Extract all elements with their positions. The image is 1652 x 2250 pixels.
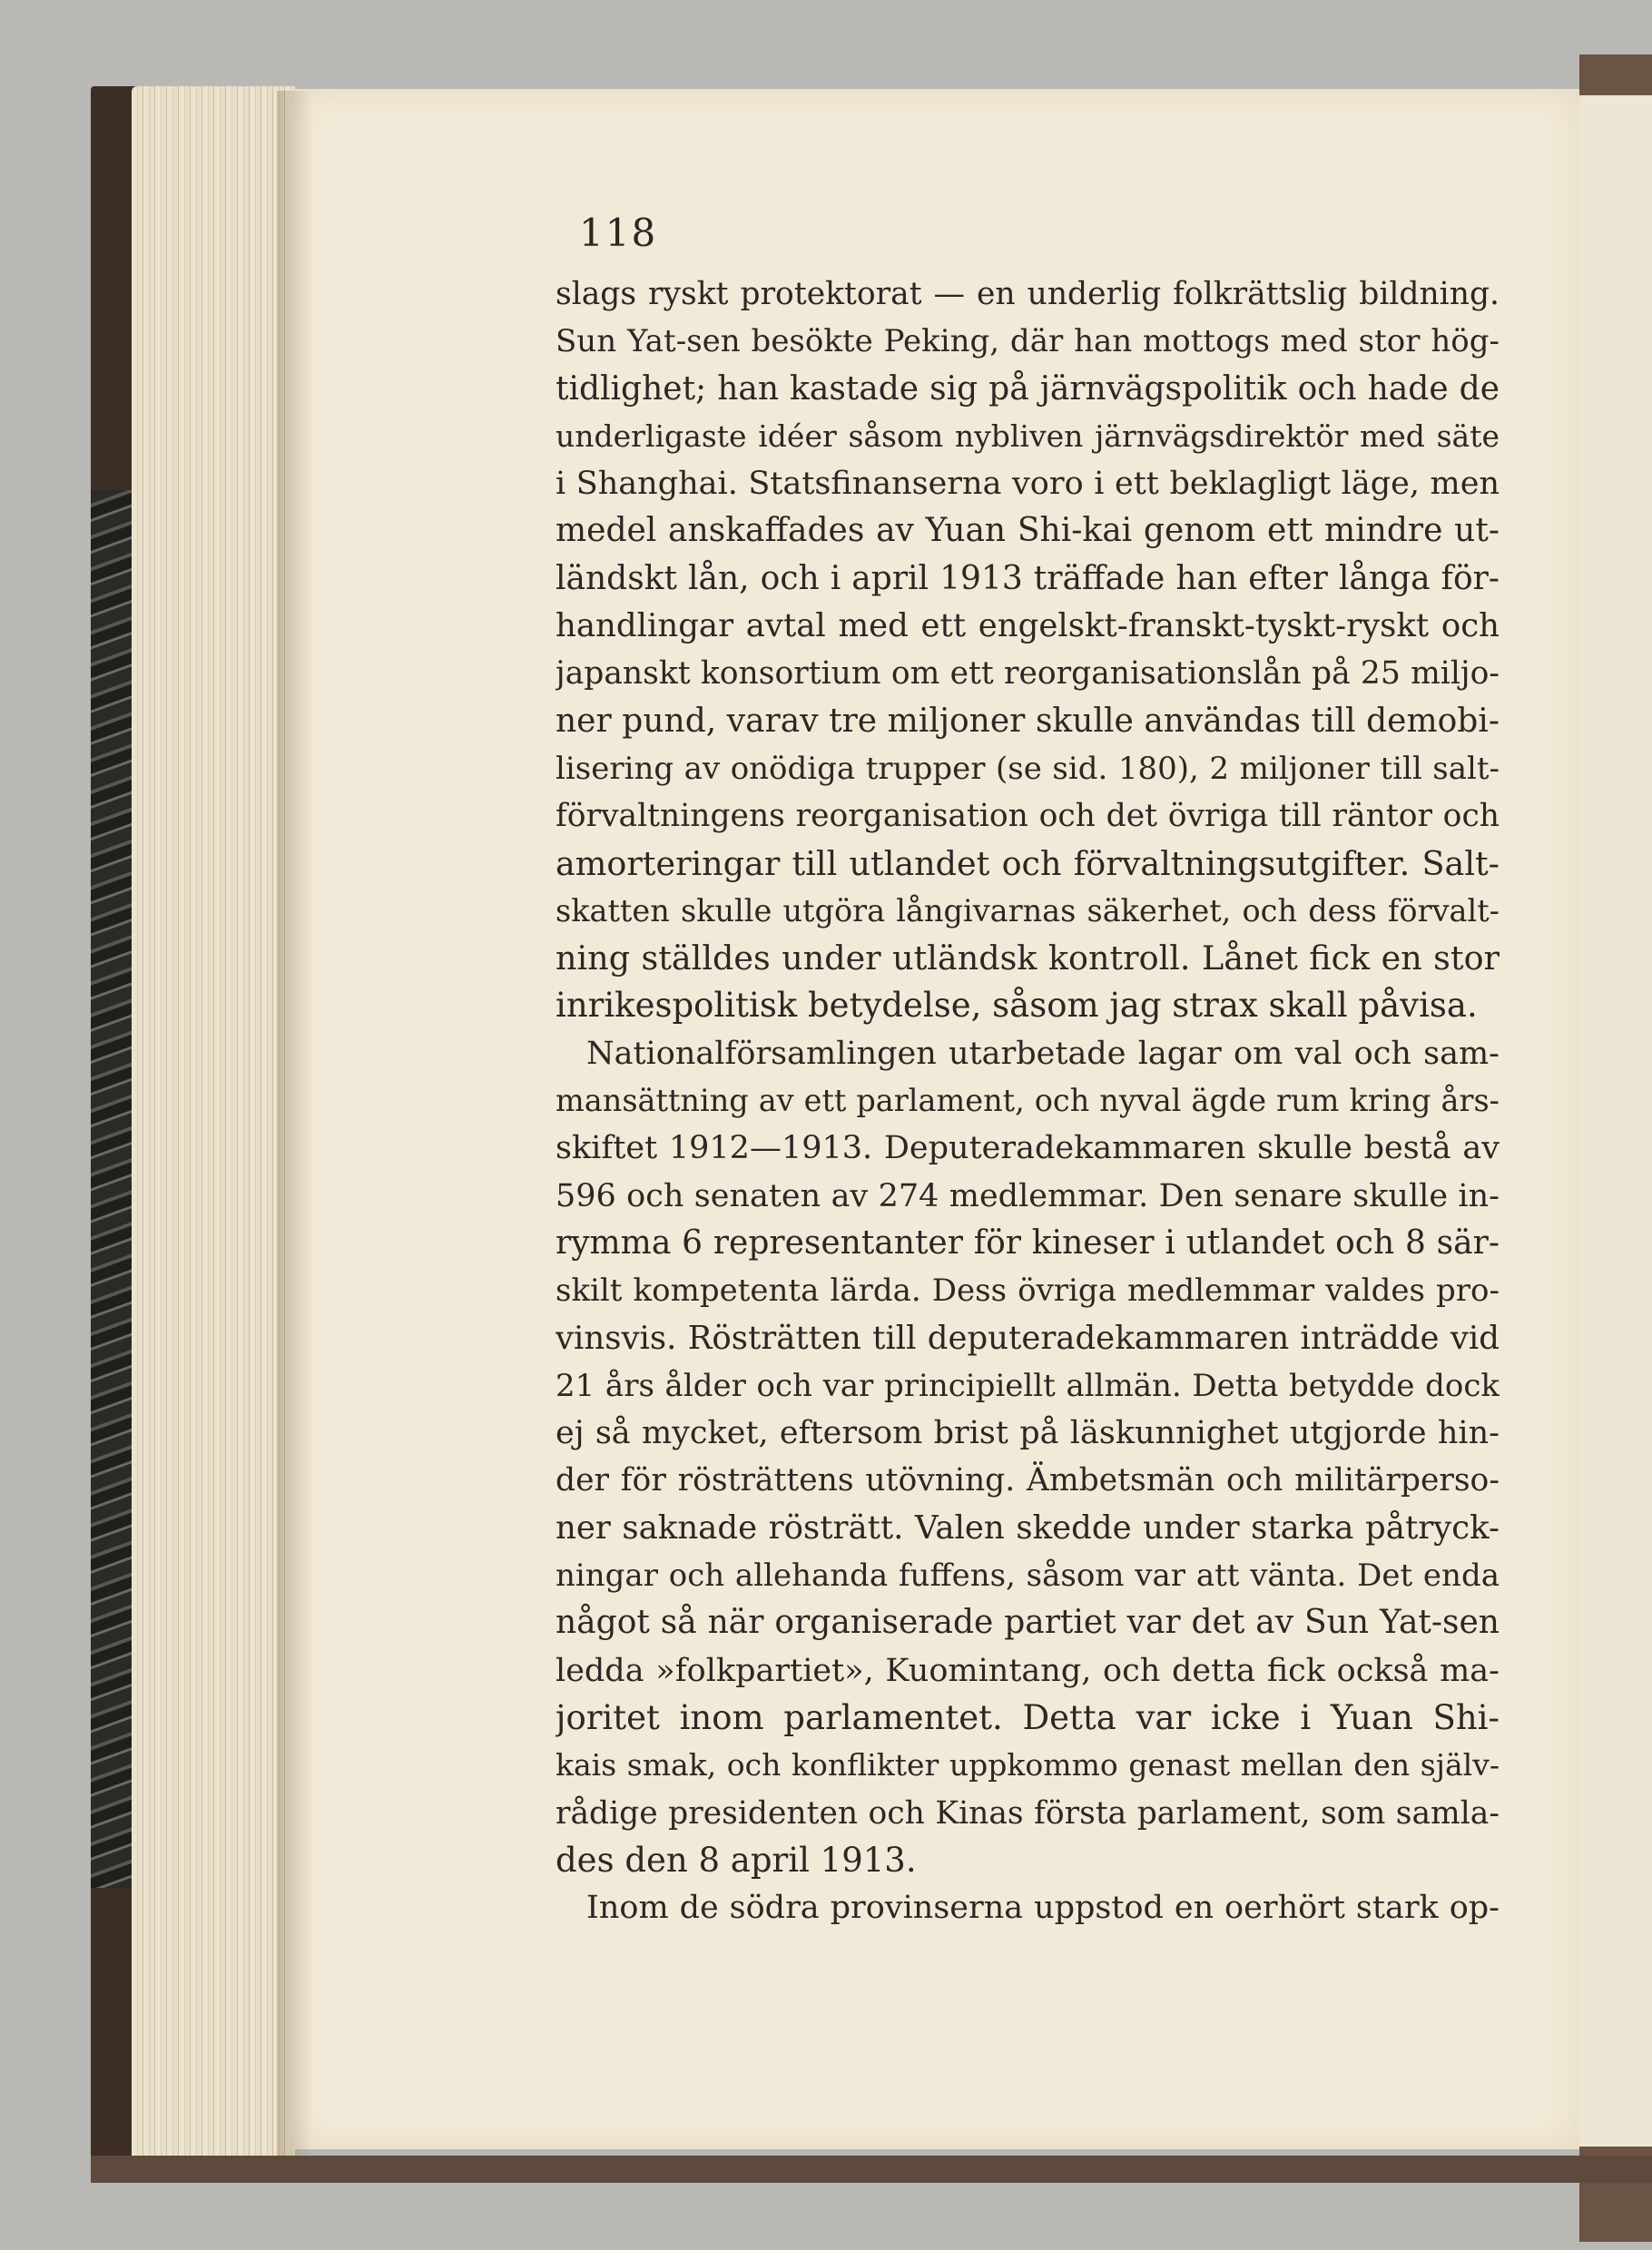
text-line: 21 års ålder och var principiellt allmän. Detta betydde dock: [556, 1367, 1500, 1404]
text-line: des den 8 april 1913.: [556, 1840, 917, 1880]
text-line: der för rösträttens utövning. Ämbetsmän och militärperso-: [556, 1462, 1500, 1499]
text-line: joritet inom parlamentet. Detta var icke i Yuan Shi-: [556, 1697, 1500, 1737]
text-line: skilt kompetenta lärda. Dess övriga medlemmar valdes pro-: [556, 1272, 1500, 1310]
text-line: mansättning av ett parlament, och nyval ägde rum kring års-: [556, 1083, 1500, 1119]
text-line: rymma 6 representanter för kineser i utlandet och 8 sär-: [556, 1223, 1500, 1262]
text-line: skatten skulle utgöra långivarnas säkerhet, och dess förvalt-: [556, 892, 1500, 928]
text-line: japanskt konsortium om ett reorganisationslån på 25 miljo-: [556, 655, 1500, 693]
text-line: rådige presidenten och Kinas första parlament, som samla-: [556, 1794, 1500, 1832]
text-line: Inom de södra provinserna uppstod en oerhört stark op-: [586, 1890, 1500, 1927]
text-line: underligaste idéer såsom nybliven järnvägsdirektör med säte: [556, 418, 1500, 454]
text-line: Nationalförsamlingen utarbetade lagar om val och sam-: [586, 1035, 1500, 1072]
text-line: tidlighet; han kastade sig på järnvägspolitik och hade de: [556, 369, 1500, 408]
text-line: ningar och allehanda fuffens, såsom var att vänta. Det enda: [556, 1557, 1500, 1595]
text-line: kais smak, och konflikter uppkommo genast mellan den själv-: [556, 1747, 1500, 1783]
text-line: inrikespolitisk betydelse, såsom jag strax skall påvisa.: [556, 986, 1478, 1026]
text-line: skiftet 1912—1913. Deputeradekammaren skulle bestå av: [556, 1130, 1500, 1167]
text-line: ländskt lån, och i april 1913 träffade han efter långa för-: [556, 559, 1500, 597]
text-line: i Shanghai. Statsfinanserna voro i ett beklagligt läge, men: [556, 466, 1500, 503]
text-line: Sun Yat-sen besökte Peking, där han mottogs med stor hög-: [556, 323, 1500, 360]
text-line: något så när organiserade partiet var det av Sun Yat-sen: [556, 1604, 1500, 1642]
text-line: ner saknade rösträtt. Valen skedde under starka påtryck-: [556, 1508, 1500, 1547]
page-edges: [132, 86, 295, 2165]
text-line: förvaltningens reorganisation och det övriga till räntor och: [556, 798, 1500, 835]
body-text: [556, 270, 1500, 1931]
text-line: amorteringar till utlandet och förvaltningsutgifter. Salt-: [556, 843, 1500, 883]
facing-page-edge: [1575, 95, 1652, 2147]
text-line: handlingar avtal med ett engelskt-franskt-tyskt-ryskt och: [556, 607, 1500, 645]
text-line: slags ryskt protektorat — en underlig folkrättslig bildning.: [556, 276, 1500, 312]
text-line: vinsvis. Rösträtten till deputeradekammaren inträdde vid: [556, 1319, 1500, 1357]
spine-shadow: [277, 91, 313, 2160]
text-line: medel anskaffades av Yuan Shi-kai genom ett mindre ut-: [556, 512, 1500, 550]
text-line: ledda »folkpartiet», Kuomintang, och detta fick också ma-: [556, 1652, 1500, 1689]
text-line: ej så mycket, eftersom brist på läskunnighet utgjorde hin-: [556, 1415, 1500, 1452]
page-number: 118: [579, 211, 658, 255]
text-line: ner pund, varav tre miljoner skulle användas till demobi-: [556, 702, 1500, 740]
text-line: ning ställdes under utländsk kontroll. Lånet fick en stor: [556, 938, 1500, 978]
text-line: 596 och senaten av 274 medlemmar. Den senare skulle in-: [556, 1177, 1500, 1214]
book-cover-bottom: [91, 2156, 1652, 2183]
text-line: lisering av onödiga trupper (se sid. 180), 2 miljoner till salt-: [556, 750, 1500, 787]
marbled-cover: [91, 490, 136, 1888]
